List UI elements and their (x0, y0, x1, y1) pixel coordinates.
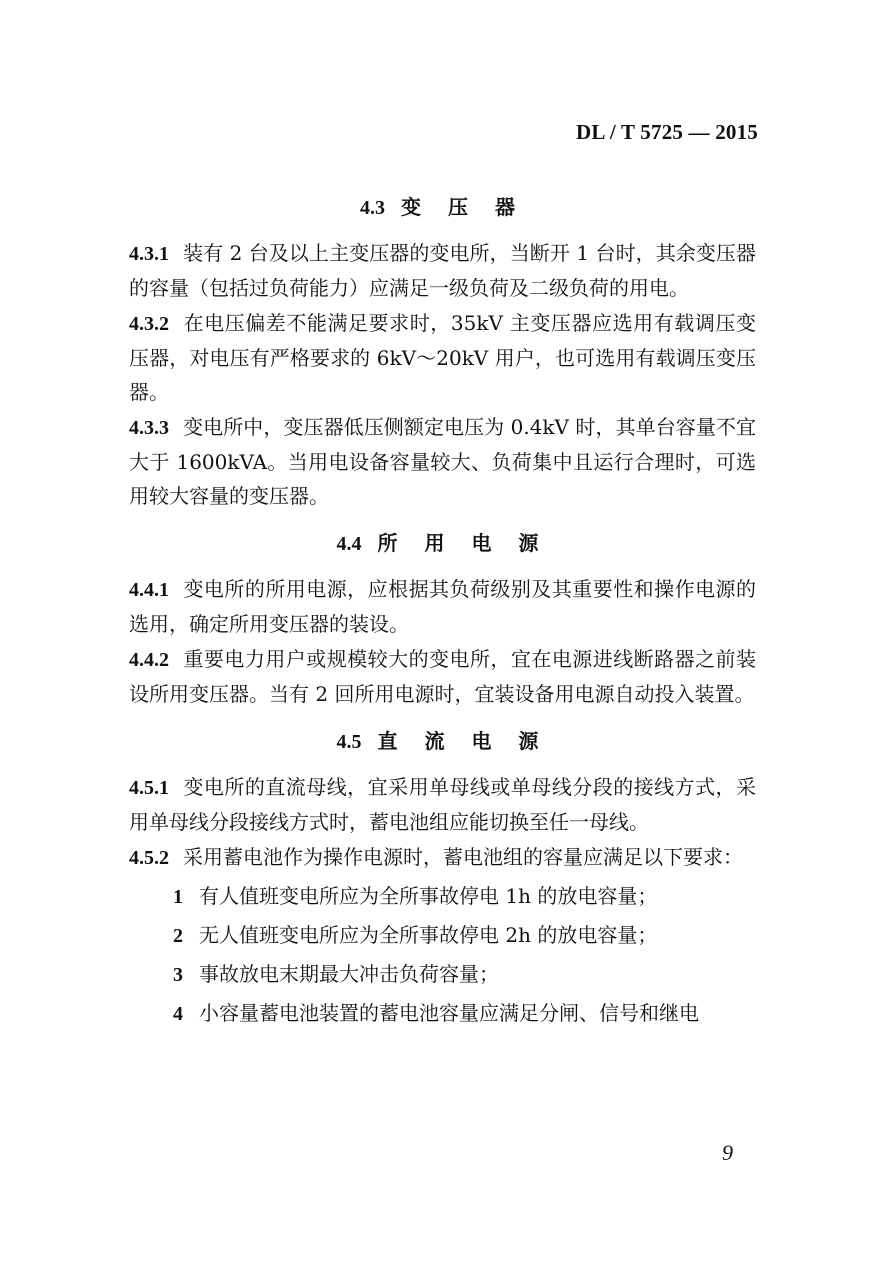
clause-4-4-1 (129, 572, 756, 641)
clause-number: 4.4.2 (129, 649, 169, 671)
clause-number: 4.4.1 (129, 579, 169, 601)
item-number: 2 (173, 925, 183, 947)
section-heading: 所 用 电 源 (377, 531, 549, 555)
clause-4-3-1 (129, 236, 756, 305)
item-text: 事故放电末期最大冲击负荷容量； (199, 962, 499, 986)
clause-4-5-1 (129, 770, 756, 839)
clause-4-4-2 (129, 642, 756, 711)
section-heading: 直 流 电 源 (377, 729, 549, 753)
item-text: 有人值班变电所应为全所事故停电 1h 的放电容量； (199, 884, 658, 908)
clause-text: 变电所的直流母线，宜采用单母线或单母线分段的接线方式，采用单母线分段接线方式时，蓄电池组应能切换至任一母线。 (129, 775, 756, 834)
section-number: 4.3 (360, 197, 386, 219)
section-number: 4.5 (336, 731, 362, 753)
item-number: 3 (173, 964, 183, 986)
clause-number: 4.3.1 (129, 243, 169, 265)
item-number: 4 (173, 1003, 183, 1025)
item-text: 小容量蓄电池装置的蓄电池容量应满足分闸、信号和继电 (199, 1001, 699, 1025)
clause-text: 变电所的所用电源，应根据其负荷级别及其重要性和操作电源的选用，确定所用变压器的装设。 (129, 577, 756, 636)
section-heading: 变 压 器 (401, 195, 525, 219)
clause-text: 采用蓄电池作为操作电源时，蓄电池组的容量应满足以下要求： (183, 845, 743, 869)
section-number: 4.4 (336, 533, 362, 555)
clause-text: 装有 2 台及以上主变压器的变电所，当断开 1 台时，其余变压器的容量（包括过负荷能力）应满足一级负荷及二级负荷的用电。 (129, 241, 756, 300)
item-number: 1 (173, 886, 183, 908)
item-text: 无人值班变电所应为全所事故停电 2h 的放电容量； (199, 923, 658, 947)
clause-4-3-3 (129, 410, 756, 513)
clause-text: 变电所中，变压器低压侧额定电压为 0.4kV 时，其单台容量不宜大于 1600kVA。当用电设备容量较大、负荷集中且运行合理时，可选用较大容量的变压器。 (129, 415, 756, 508)
clause-text: 在电压偏差不能满足要求时，35kV 主变压器应选用有载调压变压器，对电压有严格要求的 6kV～20kV 用户，也可选用有载调压变压器。 (129, 311, 756, 404)
list-item (129, 918, 756, 953)
page-content (129, 190, 756, 1031)
clause-number: 4.3.3 (129, 417, 169, 439)
list-item (129, 996, 756, 1031)
list-item (129, 957, 756, 992)
clause-number: 4.5.2 (129, 847, 169, 869)
list-item (129, 879, 756, 914)
section-title-4-5 (129, 724, 756, 758)
clause-4-5-2 (129, 840, 756, 875)
section-title-4-4 (129, 526, 756, 560)
clause-number: 4.3.2 (129, 313, 169, 335)
clause-number: 4.5.1 (129, 777, 169, 799)
page-number: 9 (722, 1140, 733, 1165)
clause-text: 重要电力用户或规模较大的变电所，宜在电源进线断路器之前装设所用变压器。当有 2 回所用电源时，宜装设备用电源自动投入装置。 (129, 647, 756, 706)
clause-4-3-2 (129, 306, 756, 409)
section-title-4-3 (129, 190, 756, 224)
standard-code: DL / T 5725 — 2015 (576, 120, 758, 144)
